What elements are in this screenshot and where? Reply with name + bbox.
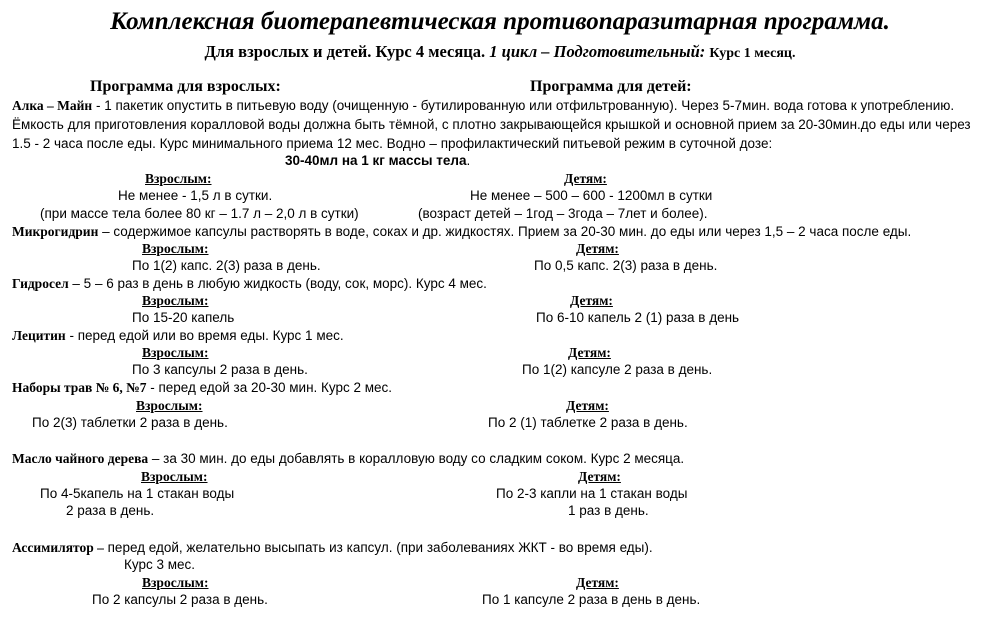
alka-adults-note: (при массе тела более 80 кг – 1.7 л – 2,0 л в сутки)	[40, 206, 359, 221]
alka-desc: - 1 пакетик опустить в питьевую воду (очищенную - бутилированную или отфильтрованную). Через 5-7мин. вода готова к употреблению.	[92, 98, 955, 113]
alka-dose	[285, 153, 470, 168]
hydrosol-line	[12, 276, 487, 292]
hydrosol-desc: – 5 – 6 раз в день в любую жидкость (воду, сок, морс). Курс 4 мес.	[68, 276, 487, 291]
microhydrin-children-label: Детям:	[576, 241, 619, 256]
page-title: Комплексная биотерапевтическая противопаразитарная программа.	[110, 8, 890, 35]
alka-line-2: Ёмкость для приготовления коралловой воды должна быть тёмной, с плотно закрывающейся крышкой и основной прием за 20-30мин.до еды или через	[12, 117, 971, 132]
assimilator-children-label: Детям:	[576, 575, 619, 590]
assimilator-line	[12, 540, 653, 556]
alka-line-1	[12, 98, 954, 114]
adults-program-heading: Программа для взрослых:	[90, 78, 281, 95]
teatree-children-freq: 1 раз в день.	[568, 503, 649, 518]
microhydrin-line	[12, 224, 911, 240]
microhydrin-children-dose: По 0,5 капс. 2(3) раза в день.	[534, 258, 718, 273]
microhydrin-adults-dose: По 1(2) капс. 2(3) раза в день.	[132, 258, 321, 273]
page-subtitle	[0, 42, 1000, 62]
lecithin-name: Лецитин	[12, 328, 66, 343]
hydrosol-children-label: Детям:	[570, 293, 613, 308]
assimilator-desc: перед едой, желательно высыпать из капсул. (при заболеваниях ЖКТ - во время еды).	[103, 540, 653, 555]
children-program-heading: Программа для детей:	[530, 78, 692, 95]
assimilator-adults-dose: По 2 капсулы 2 раза в день.	[92, 592, 268, 607]
alka-name: Алка – Майн	[12, 98, 93, 113]
subtitle-main: Для взрослых и детей. Курс 4 месяца.	[204, 42, 486, 61]
subtitle-cycle: 1 цикл – Подготовительный:	[489, 42, 706, 61]
teatree-children-label: Детям:	[578, 469, 621, 484]
lecithin-line	[12, 328, 344, 344]
alka-children-label: Детям:	[564, 171, 607, 186]
assimilator-course: Курс 3 мес.	[124, 557, 196, 572]
herbs-children-label: Детям:	[566, 398, 609, 413]
microhydrin-adults-label: Взрослым:	[142, 241, 209, 256]
hydrosol-adults-label: Взрослым:	[142, 293, 209, 308]
microhydrin-desc: – содержимое капсулы растворять в воде, соках и др. жидкостях. Прием за 20-30 мин. до еды или через 1,5 – 2 часа после еды.	[98, 224, 912, 239]
hydrosol-children-dose: По 6-10 капель 2 (1) раза в день	[536, 310, 740, 325]
microhydrin-name: Микрогидрин	[12, 224, 99, 239]
teatree-children-dose: По 2-3 капли на 1 стакан воды	[496, 486, 688, 501]
assimilator-children-dose: По 1 капсуле 2 раза в день в день.	[482, 592, 701, 607]
herbs-adults-dose: По 2(3) таблетки 2 раза в день.	[32, 415, 228, 430]
alka-adults-dose: Не менее - 1,5 л в сутки.	[118, 188, 273, 203]
alka-children-dose: Не менее – 500 – 600 - 1200мл в сутки	[470, 188, 713, 203]
alka-children-note: (возраст детей – 1год – 3года – 7лет и более).	[418, 206, 708, 221]
assimilator-name: Ассимилятор –	[12, 540, 104, 555]
lecithin-adults-dose: По 3 капсулы 2 раза в день.	[132, 362, 308, 377]
alka-dose-end: .	[466, 153, 471, 168]
hydrosol-name: Гидросел	[12, 276, 69, 291]
teatree-line	[12, 451, 684, 467]
subtitle-course: Курс 1 месяц.	[709, 46, 796, 61]
herbs-line	[12, 380, 392, 396]
lecithin-desc: - перед едой или во время еды. Курс 1 мес.	[65, 328, 344, 343]
lecithin-children-label: Детям:	[568, 345, 611, 360]
herbs-name: Наборы трав № 6, №7	[12, 380, 147, 395]
alka-adults-label: Взрослым:	[145, 171, 212, 186]
alka-dose-value: 30-40мл на 1 кг массы тела	[285, 153, 467, 168]
herbs-children-dose: По 2 (1) таблетке 2 раза в день.	[488, 415, 688, 430]
teatree-adults-label: Взрослым:	[141, 469, 208, 484]
hydrosol-adults-dose: По 15-20 капель	[132, 310, 235, 325]
lecithin-adults-label: Взрослым:	[142, 345, 209, 360]
teatree-name: Масло чайного дерева	[12, 451, 149, 466]
teatree-adults-freq: 2 раза в день.	[66, 503, 155, 518]
alka-line-3: 1.5 - 2 часа после еды. Курс минимального приема 12 мес. Водно – профилактический питьевой режим в суточной дозе:	[12, 136, 773, 151]
assimilator-adults-label: Взрослым:	[142, 575, 209, 590]
lecithin-children-dose: По 1(2) капсуле 2 раза в день.	[522, 362, 713, 377]
teatree-desc: – за 30 мин. до еды добавлять в коралловую воду со сладким соком. Курс 2 месяца.	[148, 451, 685, 466]
herbs-adults-label: Взрослым:	[136, 398, 203, 413]
teatree-adults-dose: По 4-5капель на 1 стакан воды	[40, 486, 235, 501]
herbs-desc: - перед едой за 20-30 мин. Курс 2 мес.	[146, 380, 393, 395]
